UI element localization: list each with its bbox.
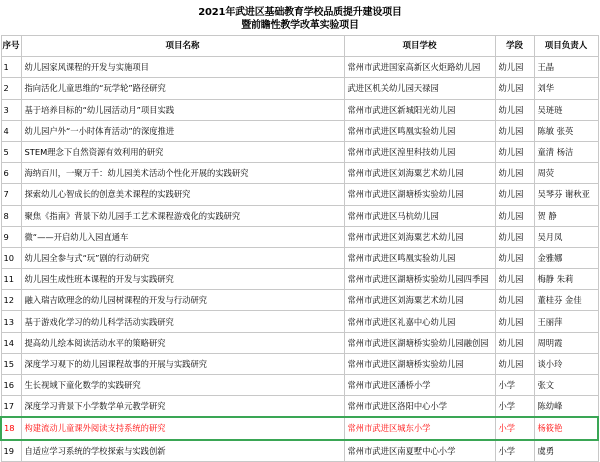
cell-project-name[interactable]: 微“——开启幼儿入园直通车 [21, 226, 344, 247]
cell-leader[interactable]: 王晶 [534, 57, 598, 78]
table-row[interactable] [1, 184, 598, 205]
cell-leader[interactable]: 吴琴芬 谢秋亚 [534, 184, 598, 205]
cell-no[interactable]: 1 [1, 57, 21, 78]
table-row[interactable] [1, 141, 598, 162]
cell-no[interactable]: 3 [1, 99, 21, 120]
cell-project-name[interactable]: 生长视域下童化数学的实践研究 [21, 375, 344, 396]
cell-stage[interactable]: 幼儿园 [495, 184, 534, 205]
cell-stage[interactable]: 幼儿园 [495, 290, 534, 311]
cell-project-school[interactable]: 常州市武进区鸣凰实验幼儿园 [344, 247, 495, 268]
table-row[interactable] [1, 332, 598, 353]
cell-project-school[interactable]: 常州市武进区刘海粟艺术幼儿园 [344, 163, 495, 184]
page-title: 2021年武进区基础教育学校品质提升建设项目 [198, 7, 402, 18]
column-header-leader: 项目负责人 [534, 36, 598, 57]
cell-leader[interactable]: 贺 静 [534, 205, 598, 226]
column-header-stage: 学段 [495, 36, 534, 57]
cell-leader[interactable]: 董桂芬 金佳 [534, 290, 598, 311]
cell-no[interactable]: 9 [1, 226, 21, 247]
cell-project-school[interactable]: 武进区机关幼儿园天禄园 [344, 78, 495, 99]
table-row[interactable] [1, 120, 598, 141]
cell-no[interactable]: 7 [1, 184, 21, 205]
cell-no[interactable]: 2 [1, 78, 21, 99]
cell-project-school[interactable]: 常州市武进区湖塘桥实验幼儿园四季园 [344, 269, 495, 290]
cell-no[interactable]: 13 [1, 311, 21, 332]
cell-stage[interactable]: 幼儿园 [495, 120, 534, 141]
cell-project-school[interactable]: 常州市武进区潘桥小学 [344, 375, 495, 396]
cell-leader[interactable]: 谈小玲 [534, 353, 598, 374]
cell-project-school[interactable]: 常州市武进区礼嘉中心幼儿园 [344, 311, 495, 332]
column-header-name: 项目名称 [21, 36, 344, 57]
cell-stage[interactable]: 幼儿园 [495, 226, 534, 247]
cell-leader[interactable]: 王丽萍 [534, 311, 598, 332]
cell-stage[interactable]: 小学 [495, 396, 534, 418]
project-table [0, 35, 599, 462]
cell-project-name[interactable]: 基于游戏化学习的幼儿科学活动实践研究 [21, 311, 344, 332]
cell-stage[interactable]: 幼儿园 [495, 269, 534, 290]
cell-leader[interactable]: 虞勇 [534, 440, 598, 462]
cell-stage[interactable]: 幼儿园 [495, 141, 534, 162]
cell-leader[interactable]: 周荧 [534, 163, 598, 184]
cell-project-school[interactable]: 常州市武进区湖塘桥实验幼儿园 [344, 353, 495, 374]
cell-project-name[interactable]: 提高幼儿绘本阅读活动水平的策略研究 [21, 332, 344, 353]
cell-no[interactable]: 11 [1, 269, 21, 290]
cell-no[interactable]: 4 [1, 120, 21, 141]
table-row[interactable] [1, 247, 598, 268]
cell-project-school[interactable]: 常州市武进国家高新区火炬路幼儿园 [344, 57, 495, 78]
cell-project-name[interactable]: 幼儿园家风课程的开发与实施项目 [21, 57, 344, 78]
table-row[interactable] [1, 353, 598, 374]
cell-project-name[interactable]: 探索幼儿心智成长的创意美术课程的实践研究 [21, 184, 344, 205]
cell-stage[interactable]: 幼儿园 [495, 332, 534, 353]
table-row[interactable] [1, 78, 598, 99]
cell-project-name[interactable]: 深度学习观下的幼儿园课程故事的开展与实践研究 [21, 353, 344, 374]
cell-project-name[interactable]: 构建流动儿童课外阅读支持系统的研究 [21, 417, 344, 439]
cell-no[interactable]: 14 [1, 332, 21, 353]
cell-project-school[interactable]: 常州市武进区刘海粟艺术幼儿园 [344, 290, 495, 311]
table-row[interactable] [1, 205, 598, 226]
cell-no[interactable]: 10 [1, 247, 21, 268]
cell-project-name[interactable]: 自适应学习系统的学校探索与实践创新 [21, 440, 344, 462]
cell-no[interactable]: 5 [1, 141, 21, 162]
cell-leader[interactable]: 童清 杨洁 [534, 141, 598, 162]
page-subtitle: 暨前瞻性教学改革实验项目 [241, 20, 359, 31]
column-header-school: 项目学校 [344, 36, 495, 57]
cell-project-school[interactable]: 常州市武进区洛阳中心小学 [344, 396, 495, 418]
cell-project-name[interactable]: 基于培养目标的“幼儿园活动月”项目实践 [21, 99, 344, 120]
cell-leader[interactable]: 金雅娜 [534, 247, 598, 268]
cell-project-school[interactable]: 常州市武进区马杭幼儿园 [344, 205, 495, 226]
cell-project-name[interactable]: 幼儿园生成性班本课程的开发与实践研究 [21, 269, 344, 290]
cell-stage[interactable]: 小学 [495, 417, 534, 439]
table-row[interactable] [1, 99, 598, 120]
column-header-no: 序号 [1, 36, 21, 57]
cell-leader[interactable]: 梅静 朱莉 [534, 269, 598, 290]
table-row[interactable] [1, 226, 598, 247]
table-row[interactable] [1, 290, 598, 311]
cell-stage[interactable]: 小学 [495, 375, 534, 396]
cell-stage[interactable]: 幼儿园 [495, 247, 534, 268]
cell-no[interactable]: 18 [1, 417, 21, 439]
table-body [1, 57, 598, 462]
cell-stage[interactable]: 幼儿园 [495, 163, 534, 184]
cell-project-school[interactable]: 常州市武进区城东小学 [344, 417, 495, 439]
cell-stage[interactable]: 幼儿园 [495, 78, 534, 99]
table-row[interactable] [1, 417, 598, 439]
table-row[interactable] [1, 375, 598, 396]
cell-leader[interactable]: 周明霞 [534, 332, 598, 353]
cell-leader[interactable]: 陈敏 张英 [534, 120, 598, 141]
cell-project-school[interactable]: 常州市武进区南夏墅中心小学 [344, 440, 495, 462]
table-row[interactable] [1, 269, 598, 290]
cell-no[interactable]: 17 [1, 396, 21, 418]
cell-leader[interactable]: 杨筱艳 [534, 417, 598, 439]
table-row[interactable] [1, 57, 598, 78]
cell-stage[interactable]: 幼儿园 [495, 353, 534, 374]
cell-project-name[interactable]: STEM理念下自然资源有效利用的研究 [21, 141, 344, 162]
cell-project-name[interactable]: 海纳百川，一聚万千：幼儿园美术活动个性化开展的实践研究 [21, 163, 344, 184]
cell-project-name[interactable]: 融入瑞吉欧理念的幼儿园树课程的开发与行动研究 [21, 290, 344, 311]
cell-no[interactable]: 12 [1, 290, 21, 311]
cell-leader[interactable]: 刘华 [534, 78, 598, 99]
cell-project-school[interactable]: 常州市武进区刘海粟艺术幼儿园 [344, 226, 495, 247]
table-row[interactable] [1, 311, 598, 332]
cell-no[interactable]: 15 [1, 353, 21, 374]
table-row[interactable] [1, 440, 598, 462]
cell-project-name[interactable]: 幼儿园户外“一小时体育活动”的深度推进 [21, 120, 344, 141]
cell-stage[interactable]: 幼儿园 [495, 57, 534, 78]
cell-project-name[interactable]: 聚焦《指南》背景下幼儿园手工艺术课程游戏化的实践研究 [21, 205, 344, 226]
cell-stage[interactable]: 幼儿园 [495, 205, 534, 226]
table-row[interactable] [1, 396, 598, 418]
cell-leader[interactable]: 陈幼峰 [534, 396, 598, 418]
cell-project-name[interactable]: 深度学习背景下小学数学单元教学研究 [21, 396, 344, 418]
table-header-row [1, 36, 598, 57]
cell-leader[interactable]: 吴月凤 [534, 226, 598, 247]
cell-stage[interactable]: 小学 [495, 440, 534, 462]
cell-leader[interactable]: 吴琏琏 [534, 99, 598, 120]
cell-no[interactable]: 16 [1, 375, 21, 396]
table-row[interactable] [1, 163, 598, 184]
cell-project-school[interactable]: 常州市武进区湖塘桥实验幼儿园融创园 [344, 332, 495, 353]
cell-project-school[interactable]: 常州市武进区湖塘桥实验幼儿园 [344, 184, 495, 205]
cell-stage[interactable]: 幼儿园 [495, 311, 534, 332]
cell-stage[interactable]: 幼儿园 [495, 99, 534, 120]
cell-project-name[interactable]: 指向活化儿童思维的“玩学轮”路径研究 [21, 78, 344, 99]
cell-project-school[interactable]: 常州市武进区湟里科技幼儿园 [344, 141, 495, 162]
cell-no[interactable]: 19 [1, 440, 21, 462]
cell-no[interactable]: 6 [1, 163, 21, 184]
cell-project-name[interactable]: 幼儿园全参与式“玩”剧的行动研究 [21, 247, 344, 268]
cell-project-school[interactable]: 常州市武进区新城阳光幼儿园 [344, 99, 495, 120]
cell-no[interactable]: 8 [1, 205, 21, 226]
cell-project-school[interactable]: 常州市武进区鸣凰实验幼儿园 [344, 120, 495, 141]
cell-leader[interactable]: 张文 [534, 375, 598, 396]
